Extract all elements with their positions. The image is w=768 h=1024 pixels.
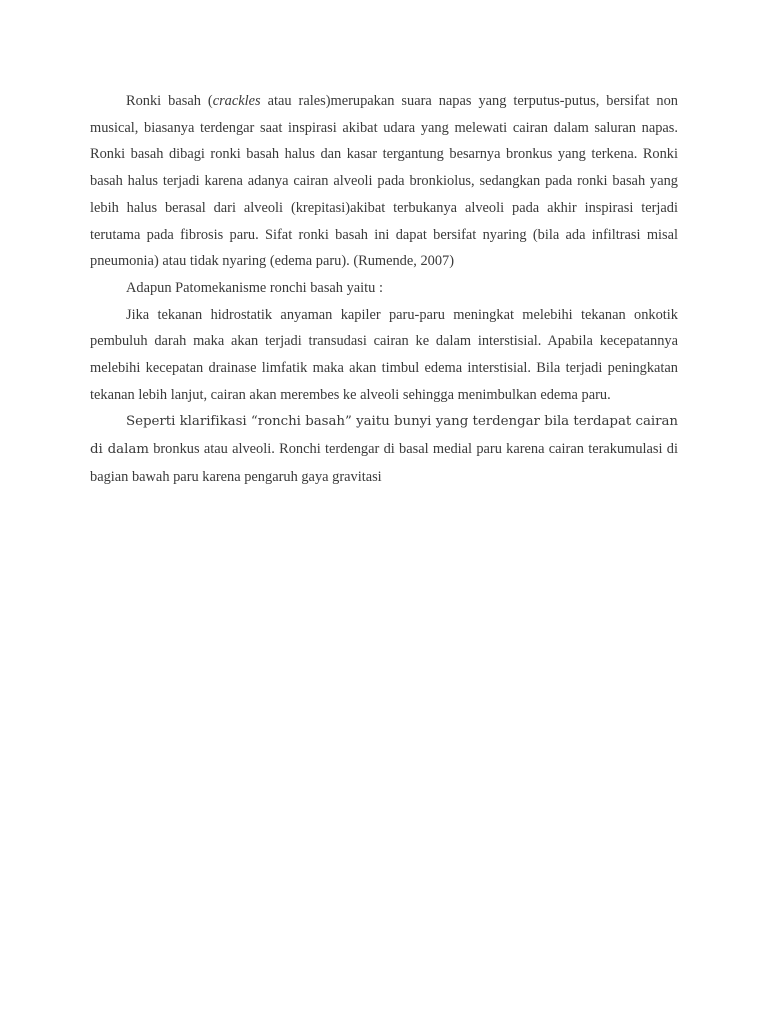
paragraph-1-body: atau rales)merupakan suara napas yang terputus-putus, bersifat non musical, biasanya terdengar saat inspirasi akibat udara yang melewati cairan dalam saluran napas. Ronki basah dibagi ronki basah halus dan kasar tergantung besarnya bronkus yang terkena. Ronki basah halus terjadi karena adanya cairan alveoli pada bronkiolus, sedangkan pada ronki basah yang lebih halus berasal dari alveoli (krepitasi)akibat terbukanya alveoli pada akhir inspirasi terjadi terutama pada fibrosis paru. Sifat ronki basah ini dapat bersifat nyaring (bila ada infiltrasi misal pneumonia) atau tidak nyaring (edema paru). (Rumende, 2007) <box>90 93 678 270</box>
paragraph-4-rest: bronkus atau alveoli. Ronchi terdengar di basal medial paru karena cairan terakumulasi di bagian bawah paru karena pengaruh gaya gravitasi <box>90 441 678 485</box>
paragraph-1-lead: Ronki basah ( <box>126 93 213 109</box>
paragraph-tekanan-hidrostatik: Jika tekanan hidrostatik anyaman kapiler paru-paru meningkat melebihi tekanan onkotik pembuluh darah maka akan terjadi transudasi cairan ke dalam interstisial. Apabila kecepatannya melebihi kecepatan drainase limfatik maka akan timbul edema interstisial. Bila terjadi peningkatan tekanan lebih lanjut, cairan akan merembes ke alveoli sehingga menimbulkan edema paru. <box>90 306 678 403</box>
paragraph-1-italic-term: crackles <box>212 93 261 109</box>
paragraph-ronki-basah <box>90 88 678 275</box>
paragraph-klarifikasi <box>90 408 678 490</box>
paragraph-4-first-line: Seperti klarifikasi “ronchi basah” yaitu bunyi yang terdengar bila terdapat cairan di dalam <box>90 414 678 458</box>
document-body <box>90 88 678 491</box>
paragraph-patomekanisme-heading: Adapun Patomekanisme ronchi basah yaitu : <box>126 279 383 296</box>
